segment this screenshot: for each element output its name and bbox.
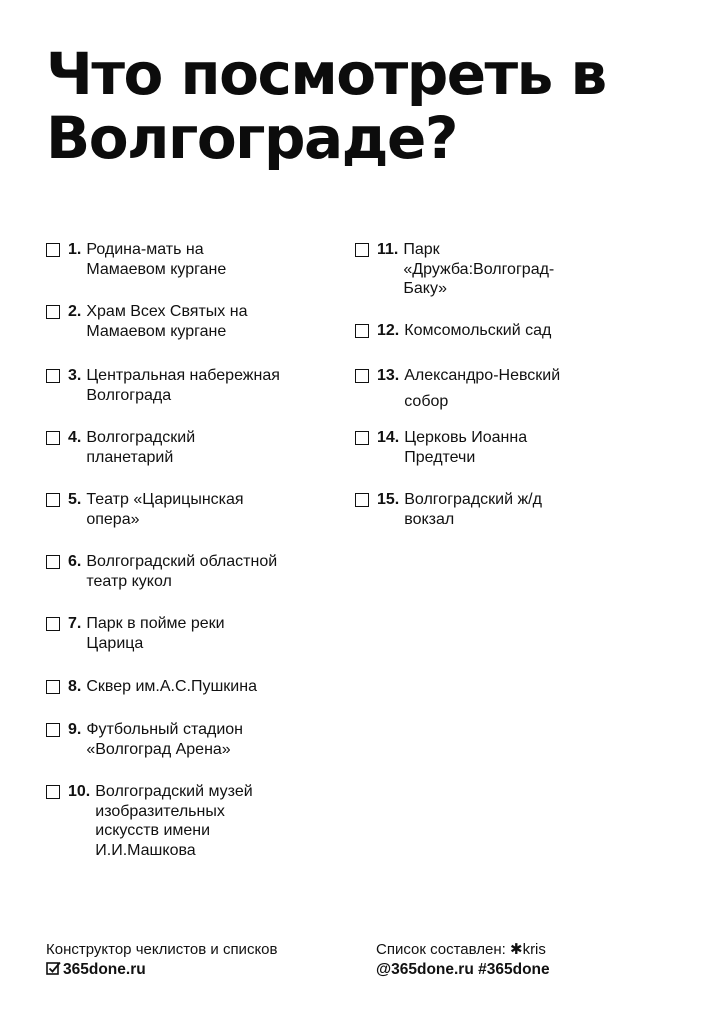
footer-hashtag[interactable]: #365done — [478, 961, 550, 978]
item-text: Волгоградский областной театр кукол — [86, 553, 278, 590]
list-item — [46, 614, 256, 653]
checkmark-logo-icon — [46, 961, 61, 976]
checkbox[interactable] — [46, 680, 60, 694]
list-item — [355, 240, 583, 299]
checkbox[interactable] — [46, 723, 60, 737]
checkbox[interactable] — [46, 617, 60, 631]
checkbox[interactable] — [355, 324, 369, 338]
list-item — [46, 677, 316, 697]
checkbox[interactable] — [46, 243, 60, 257]
item-text: Комсомольский сад — [404, 322, 552, 339]
item-number: 8. — [68, 678, 82, 695]
item-number: 11. — [377, 241, 399, 258]
item-text: Футбольный стадион «Волгоград Арена» — [86, 721, 243, 758]
item-number: 15. — [377, 491, 400, 508]
item-number: 5. — [68, 491, 82, 508]
footer-left — [46, 940, 277, 980]
footer-author-label: Список составлен: — [376, 941, 506, 958]
item-number: 13. — [377, 367, 400, 384]
footer-handle[interactable]: @365done.ru — [376, 961, 474, 978]
item-text: Храм Всех Святых на Мамаевом кургане — [86, 303, 248, 340]
list-item — [355, 428, 554, 467]
checkbox[interactable] — [46, 369, 60, 383]
item-number: 6. — [68, 553, 82, 570]
item-text: Центральная набережная Волгограда — [86, 367, 280, 404]
item-number: 7. — [68, 615, 82, 632]
list-item — [46, 302, 286, 341]
item-text: Парк в пойме реки Царица — [86, 615, 225, 652]
item-text: Волгоградский ж/д вокзал — [404, 491, 542, 528]
list-item — [46, 782, 280, 860]
item-number: 1. — [68, 241, 82, 258]
list-item — [355, 490, 579, 529]
list-item — [46, 366, 306, 405]
item-text: Парк «Дружба:Волгоград-Баку» — [403, 241, 555, 297]
footer-author-name: kris — [522, 941, 546, 958]
item-text: Волгоградский планетарий — [86, 429, 196, 466]
item-text: Театр «Царицынская опера» — [86, 491, 244, 528]
page-title: Что посмотреть в Волгограде? — [46, 40, 606, 172]
item-number: 4. — [68, 429, 82, 446]
item-text: Волгоградский музей изобразительных искусств имени И.И.Машкова — [95, 783, 253, 859]
checkbox[interactable] — [355, 493, 369, 507]
checkbox[interactable] — [46, 431, 60, 445]
footer-site-label: 365done.ru — [63, 961, 146, 978]
list-item — [46, 490, 276, 529]
checkbox[interactable] — [46, 305, 60, 319]
item-number: 14. — [377, 429, 400, 446]
list-item — [355, 366, 594, 415]
list-item — [46, 720, 266, 759]
asterisk-icon: ✱ — [509, 941, 523, 958]
item-number: 3. — [68, 367, 82, 384]
item-text: Родина-мать на Мамаевом кургане — [86, 241, 227, 278]
checkbox[interactable] — [355, 369, 369, 383]
footer-right — [376, 940, 550, 980]
checkbox[interactable] — [46, 555, 60, 569]
item-number: 10. — [68, 783, 91, 800]
checkbox[interactable] — [355, 431, 369, 445]
item-text: Сквер им.А.С.Пушкина — [86, 678, 257, 695]
list-item — [46, 240, 256, 279]
list-item — [46, 552, 286, 591]
checkbox[interactable] — [355, 243, 369, 257]
checkbox[interactable] — [46, 493, 60, 507]
item-number: 9. — [68, 721, 82, 738]
checkbox[interactable] — [46, 785, 60, 799]
item-text: Александро-Невский собор — [404, 367, 561, 410]
item-text: Церковь Иоанна Предтечи — [404, 429, 528, 466]
list-item — [46, 428, 226, 467]
footer-constructor-text: Конструктор чеклистов и списков — [46, 941, 278, 958]
item-number: 12. — [377, 322, 400, 339]
item-number: 2. — [68, 303, 82, 320]
list-item — [355, 321, 594, 341]
footer-site-link[interactable] — [46, 960, 277, 980]
